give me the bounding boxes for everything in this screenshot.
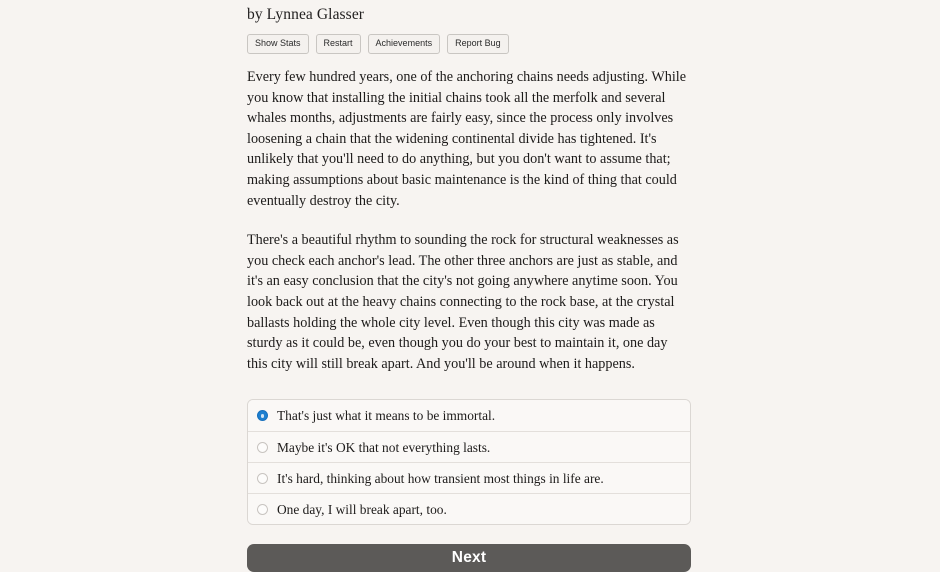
content-column <box>247 0 691 572</box>
author-byline: by Lynnea Glasser <box>247 6 365 23</box>
show-stats-button[interactable]: Show Stats <box>247 34 309 54</box>
choice-label: That's just what it means to be immortal. <box>277 408 496 424</box>
choice-list <box>247 399 691 525</box>
next-button-label: Next <box>451 549 487 567</box>
choice-label: It's hard, thinking about how transient most things in life are. <box>277 470 604 486</box>
achievements-button[interactable]: Achievements <box>368 34 441 54</box>
choice-label: One day, I will break apart, too. <box>277 501 447 517</box>
game-toolbar <box>247 34 691 54</box>
restart-button[interactable]: Restart <box>316 34 361 54</box>
report-bug-button[interactable]: Report Bug <box>447 34 509 54</box>
choice-option-3[interactable] <box>248 462 690 493</box>
choice-option-2[interactable] <box>248 431 690 462</box>
radio-unselected-icon[interactable] <box>257 473 268 484</box>
radio-unselected-icon[interactable] <box>257 504 268 515</box>
choice-option-1[interactable] <box>248 400 690 431</box>
radio-selected-icon[interactable] <box>257 410 268 421</box>
story-paragraph-2: There's a beautiful rhythm to sounding the rock for structural weaknesses as you check each anchor's lead. The other three anchors are just as stable, and it's an easy conclusion that the city's not going anywhere anytime soon. You look back out at the heavy chains connecting to the rock base, at the crystal ballasts holding the whole city level. Even though this city was made as sturdy as it could be, even though you do your best to maintain it, one day this city will still break apart. And you'll be around when it happens. <box>247 232 679 372</box>
radio-unselected-icon[interactable] <box>257 442 268 453</box>
story-paragraph-1: Every few hundred years, one of the anchoring chains needs adjusting. While you know that installing the initial chains took all the merfolk and several whales months, adjustments are fairly easy, since the process only involves loosening a chain that the widening continental divide has tightened. It's unlikely that you'll need to do anything, but you don't want to assume that; making assumptions about basic maintenance is the kind of thing that could eventually destroy the city. <box>247 69 687 209</box>
choice-option-4[interactable] <box>248 493 690 524</box>
choice-label: Maybe it's OK that not everything lasts. <box>277 439 491 455</box>
next-button[interactable] <box>247 544 691 572</box>
